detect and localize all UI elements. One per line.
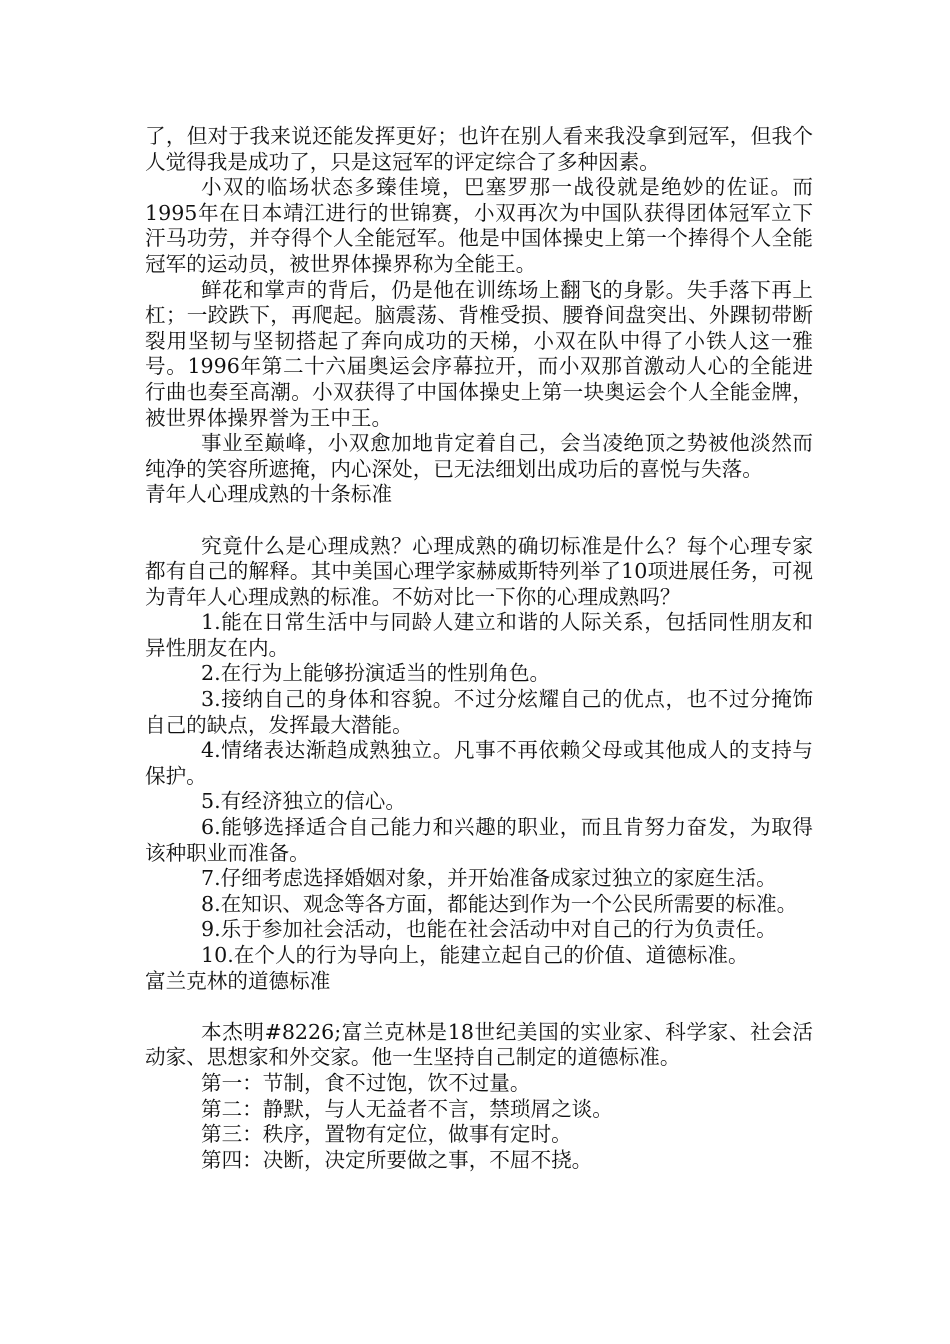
- maturity-item: 8.在知识、观念等各方面，都能达到作为一个公民所需要的标准。: [201, 891, 798, 916]
- paragraph-continued: 了，但对于我来说还能发挥更好；也许在别人看来我没拿到冠军，但我个人觉得我是成功了，只是这冠军的评定综合了多种因素。: [145, 124, 813, 174]
- maturity-item: 1.能在日常生活中与同龄人建立和谐的人际关系，包括同性朋友和异性朋友在内。: [145, 610, 813, 660]
- maturity-item: 4.情绪表达渐趋成熟独立。凡事不再依赖父母或其他成人的支持与保护。: [145, 738, 813, 788]
- maturity-item: 5.有经济独立的信心。: [201, 789, 406, 814]
- franklin-item: 第三：秩序，置物有定位，做事有定时。: [201, 1122, 572, 1147]
- maturity-intro: 究竟什么是心理成熟？心理成熟的确切标准是什么？每个心理专家都有自己的解释。其中美国心理学家赫威斯特列举了10项进展任务，可视为青年人心理成熟的标准。不妨对比一下你的心理成熟吗？: [145, 533, 813, 609]
- maturity-item: 3.接纳自己的身体和容貌。不过分炫耀自己的优点，也不过分掩饰自己的缺点，发挥最大潜能。: [145, 687, 813, 737]
- maturity-item: 6.能够选择适合自己能力和兴趣的职业，而且肯努力奋发，为取得该种职业而准备。: [145, 815, 813, 865]
- maturity-item: 2.在行为上能够扮演适当的性别角色。: [201, 661, 551, 686]
- maturity-item: 9.乐于参加社会活动，也能在社会活动中对自己的行为负责任。: [201, 917, 777, 942]
- franklin-intro: 本杰明#8226;富兰克林是18世纪美国的实业家、科学家、社会活动家、思想家和外交家。他一生坚持自己制定的道德标准。: [145, 1019, 813, 1070]
- franklin-item: 第一：节制，食不过饱，饮不过量。: [201, 1070, 531, 1095]
- section-heading-maturity: 青年人心理成熟的十条标准: [145, 482, 393, 507]
- section-heading-franklin: 富兰克林的道德标准: [145, 968, 331, 993]
- paragraph-training: 鲜花和掌声的背后，仍是他在训练场上翻飞的身影。失手落下再上杠；一跤跌下，再爬起。脑震荡、背椎受损、腰脊间盘突出、外踝韧带断裂用坚韧与坚韧搭起了奔向成功的天梯，小双在队中得了小铁人这一雅号。1996年第二十六届奥运会序幕拉开，而小双那首激动人心的全能进行曲也奏至高潮。小双获得了中国体操史上第一块奥运会个人全能金牌，被世界体操界誉为王中王。: [145, 277, 813, 430]
- blank-line: [145, 508, 813, 534]
- blank-line: [145, 994, 813, 1020]
- franklin-item: 第二：静默，与人无益者不言，禁琐屑之谈。: [201, 1096, 613, 1121]
- paragraph-barcelona: 小双的临场状态多臻佳境，巴塞罗那一战役就是绝妙的佐证。而1995年在日本靖江进行的世锦赛，小双再次为中国队获得团体冠军立下汗马功劳，并夺得个人全能冠军。他是中国体操史上第一个捧得个人全能冠军的运动员，被世界体操界称为全能王。: [145, 175, 813, 276]
- document-body: [145, 124, 813, 1173]
- franklin-item: 第四：决断，决定所要做之事，不屈不挠。: [201, 1147, 593, 1172]
- maturity-item: 7.仔细考虑选择婚姻对象，并开始准备成家过独立的家庭生活。: [201, 866, 777, 891]
- paragraph-peak: 事业至巅峰，小双愈加地肯定着自己，会当凌绝顶之势被他淡然而纯净的笑容所遮掩，内心深处，已无法细划出成功后的喜悦与失落。: [145, 431, 813, 481]
- maturity-item: 10.在个人的行为导向上，能建立起自己的价值、道德标准。: [201, 943, 749, 967]
